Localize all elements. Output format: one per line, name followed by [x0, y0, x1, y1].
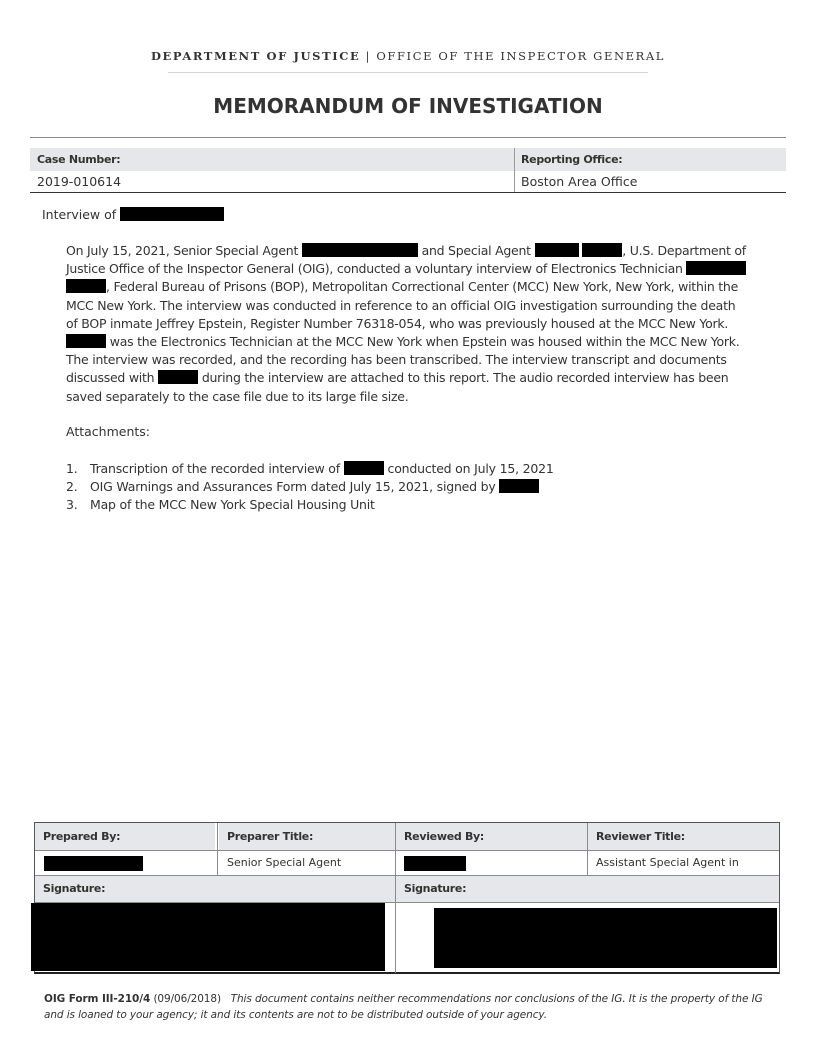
- table-divider: [35, 850, 779, 851]
- signature-label-left: Signature:: [35, 876, 395, 902]
- body-text: discussed with: [66, 370, 155, 386]
- redaction-box: [66, 279, 106, 293]
- form-date: (09/06/2018): [153, 993, 221, 1005]
- reviewed-by-label: Reviewed By:: [396, 823, 587, 850]
- preparer-title-value: Senior Special Agent: [227, 856, 342, 869]
- body-text: , Federal Bureau of Prisons (BOP), Metropolitan Correctional Center (MCC) New York, New York, within the: [106, 279, 739, 295]
- signature-redaction-right: [434, 908, 777, 968]
- form-footer: [44, 991, 774, 1023]
- prepared-by-label: Prepared By:: [35, 823, 215, 850]
- table-divider: [35, 902, 779, 903]
- body-text: was the Electronics Technician at the MCC New York when Epstein was housed within the MCC New York.: [109, 334, 740, 350]
- reviewer-title-value: Assistant Special Agent in: [596, 856, 739, 869]
- body-text: On July 15, 2021, Senior Special Agent: [66, 243, 299, 258]
- signature-table: [34, 822, 780, 974]
- redaction-box: [499, 479, 539, 493]
- body-line-3: [66, 278, 766, 296]
- header-divider: [168, 72, 648, 73]
- redaction-box: [158, 370, 198, 384]
- body-line-9: saved separately to the case file due to its large file size.: [66, 388, 409, 404]
- list-item: [66, 460, 554, 478]
- table-divider: [587, 823, 588, 876]
- list-number: 2.: [66, 479, 78, 495]
- document-header: [0, 49, 816, 63]
- body-line-8: [66, 369, 766, 387]
- redaction-box: [66, 334, 106, 348]
- attachment-text: Map of the MCC New York Special Housing Unit: [90, 497, 375, 513]
- preparer-title-label: Preparer Title:: [219, 823, 395, 850]
- memo-title: MEMORANDUM OF INVESTIGATION: [213, 94, 603, 118]
- case-number-value: 2019-010614: [37, 174, 122, 189]
- case-number-label: Case Number:: [37, 153, 121, 166]
- body-line-2: [66, 260, 766, 278]
- body-line-1: [66, 242, 766, 260]
- title-divider: [30, 137, 786, 138]
- reviewer-title-label: Reviewer Title:: [588, 823, 779, 850]
- attachment-text: OIG Warnings and Assurances Form dated July 15, 2021, signed by: [90, 479, 496, 495]
- list-item: [66, 478, 554, 496]
- form-id: OIG Form III-210/4: [44, 993, 151, 1005]
- redaction-box: [686, 261, 746, 275]
- body-text: and Special Agent: [421, 243, 531, 258]
- reporting-office-value: Boston Area Office: [514, 171, 786, 192]
- redaction-box: [344, 461, 384, 475]
- list-number: 1.: [66, 461, 78, 476]
- header-separator: |: [365, 49, 372, 63]
- list-item: [66, 496, 554, 514]
- body-line-5: of BOP inmate Jeffrey Epstein, Register Number 76318-054, who was previously housed at the MCC New York.: [66, 315, 729, 331]
- body-line-7: The interview was recorded, and the recording has been transcribed. The interview transcript and documents: [66, 352, 727, 368]
- body-text: during the interview are attached to this report. The audio recorded interview has been: [201, 370, 729, 386]
- redaction-box: [120, 207, 224, 221]
- list-number: 3.: [66, 497, 78, 513]
- interview-subject-line: [42, 206, 224, 223]
- body-text: , U.S. Department of: [622, 243, 746, 258]
- body-line-6: [66, 333, 766, 351]
- interview-of-label: Interview of: [42, 207, 117, 222]
- attachments-label: Attachments:: [66, 424, 151, 439]
- attachment-text: conducted on July 15, 2021: [387, 461, 554, 476]
- reporting-office-label: Reporting Office:: [514, 148, 786, 171]
- footer-disclaimer: This document contains neither recommendations nor conclusions of the IG. It is the property of the IG and is loaned to your agency; it and its contents are not to be distributed outside of your agency.: [44, 993, 763, 1021]
- attachments-list: [66, 460, 554, 515]
- office-name: OFFICE OF THE INSPECTOR GENERAL: [376, 49, 666, 63]
- table-divider: [217, 823, 218, 876]
- department-name: DEPARTMENT OF JUSTICE: [150, 49, 361, 63]
- signature-label-right: Signature:: [396, 876, 779, 902]
- case-info-table: [30, 148, 786, 193]
- attachment-text: Transcription of the recorded interview of: [90, 461, 340, 476]
- redaction-box: [404, 856, 466, 871]
- redaction-box: [582, 243, 622, 257]
- body-paragraph: [66, 242, 766, 406]
- table-divider: [35, 875, 779, 876]
- body-line-4: MCC New York. The interview was conducted in reference to an official OIG investigation surrounding the death: [66, 297, 736, 313]
- redaction-box: [535, 243, 579, 257]
- table-divider: [395, 823, 396, 973]
- redaction-box: [302, 243, 418, 257]
- signature-redaction-left: [31, 903, 385, 971]
- body-text: Justice Office of the Inspector General (OIG), conducted a voluntary interview of Electronics Technician: [66, 261, 683, 277]
- redaction-box: [44, 856, 143, 871]
